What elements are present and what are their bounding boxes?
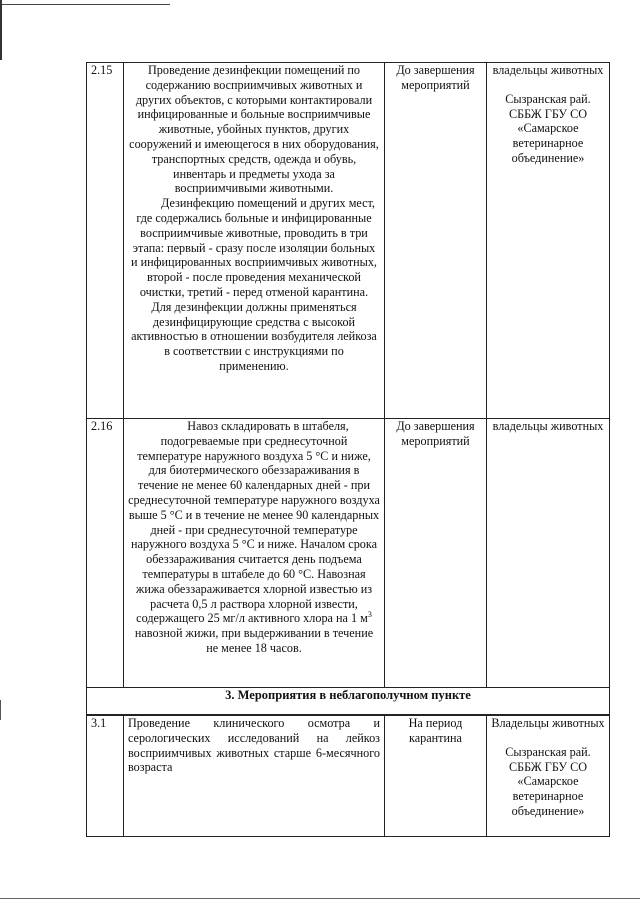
responsible-line: владельцы животных xyxy=(492,63,604,77)
description-paragraph: Проведение дезинфекции помещений по содержанию восприимчивых животных и других объектов, с которыми контактировали инфицированные и больные восприимчивые животные, убойных пунктов, других сооружений и имеющегося в них оборудования, транспортных средств, одежда и обувь, инвентарь и предметы ухода за восприимчивыми животными. xyxy=(129,63,379,196)
responsible-line: владельцы животных xyxy=(492,419,604,433)
item-responsible xyxy=(487,419,610,688)
page-bottom-border xyxy=(0,898,640,899)
description-text: навозной жижи, при выдерживании в течение не менее 18 часов. xyxy=(134,626,374,655)
item-term: До завершения мероприятий xyxy=(385,63,487,419)
table-row xyxy=(87,63,610,419)
responsible-line: Сызранская рай. СББЖ ГБУ СО «Самарское ветеринарное объединение» xyxy=(505,91,591,165)
item-term: На период карантина xyxy=(385,715,487,837)
item-description xyxy=(124,419,385,688)
description-paragraph xyxy=(128,419,380,656)
table-row xyxy=(87,419,610,688)
scan-artifact-left xyxy=(0,0,2,60)
responsible-line: Сызранская рай. СББЖ ГБУ СО «Самарское ветеринарное объединение» xyxy=(505,744,591,818)
item-responsible xyxy=(487,63,610,419)
item-number: 2.16 xyxy=(87,419,124,688)
scan-artifact-left-lower xyxy=(0,700,6,720)
scan-artifact-top xyxy=(0,0,170,5)
responsible-line: Владельцы животных xyxy=(491,716,605,730)
table-row xyxy=(87,715,610,837)
spacer xyxy=(491,78,605,92)
item-description: Проведение клинического осмотра и серологических исследований на лейкоз восприимчивых животных старше 6-месячного возраста xyxy=(124,715,385,837)
item-description xyxy=(124,63,385,419)
description-paragraph: Дезинфекцию помещений и других мест, где содержались больные и инфицированные восприимчивые животные, проводить в три этапа: первый - сразу после изоляции больных и инфицированных восприимчивых животных, второй - после проведения механической очистки, третий - перед отменой карантина. xyxy=(131,196,377,299)
item-term: До завершения мероприятий xyxy=(385,419,487,688)
section-header-row xyxy=(87,688,610,716)
item-number: 2.15 xyxy=(87,63,124,419)
description-paragraph: Для дезинфекции должны применяться дезинфицирующие средства с высокой активностью в отношении возбудителя лейкоза в соответствии с инструкциями по применению. xyxy=(131,299,377,373)
section-title: 3. Мероприятия в неблагополучном пункте xyxy=(87,688,610,716)
measures-table xyxy=(86,62,610,837)
description-text: Навоз складировать в штабеля, подогреваемые при среднесуточной температуре наружного воздуха 5 °С и ниже, для биотермического обеззараживания в течение не менее 60 календарных дней - при среднесуточной температуре наружного воздуха выше 5 °С и в течение не менее 90 календарных дней - при среднесуточной температуре наружного воздуха 5 °С и ниже. Началом срока обеззараживания считается день подъема температуры в штабеле до 60 °С. Навозная жижа обеззараживается хлорной известью из расчета 0,5 л раствора хлорной извести, содержащего 25 мг/л активного хлора на 1 м xyxy=(128,419,380,626)
item-number: 3.1 xyxy=(87,715,124,837)
superscript: 3 xyxy=(367,610,372,620)
item-responsible xyxy=(487,715,610,837)
spacer xyxy=(491,731,605,745)
